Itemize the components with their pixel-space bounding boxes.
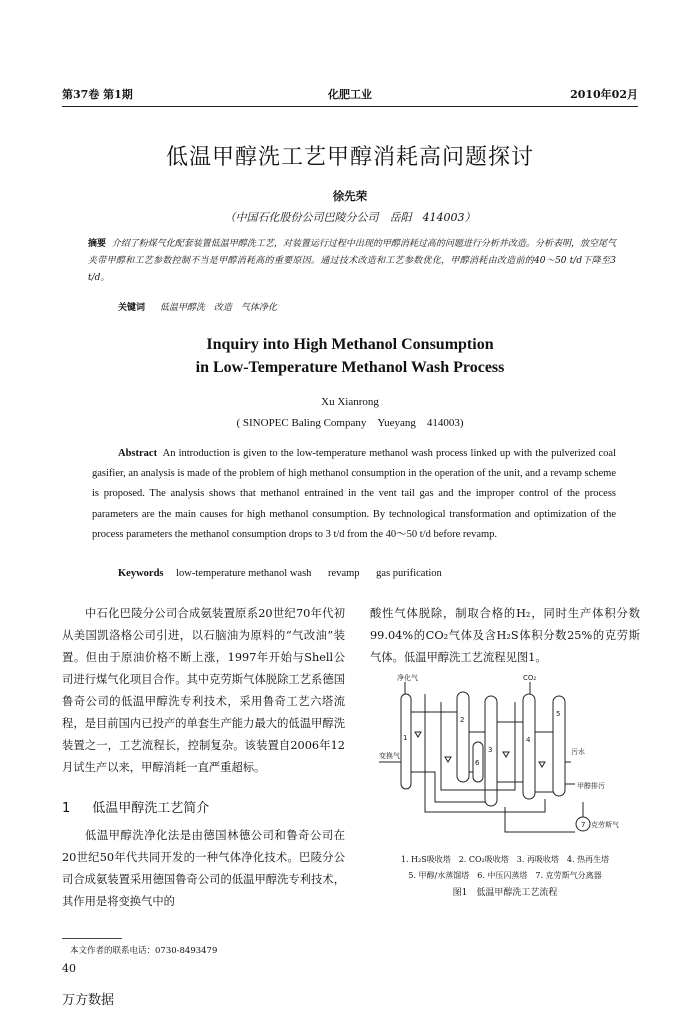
author-en: Xu Xianrong [321,396,379,408]
unit-number: 1 [403,734,408,742]
abstract-en-text: An introduction is given to the low-temperature methanol wash process linked up with the pulverized coal gasifier, an analysis is made of the problem of high methanol consumption in the operation of the unit, and a revamp scheme is proposed. The analysis shows that methanol entrained in the vent tail gas and the improper control of the process parameters are the main causes for high methanol consumption. By technological transformation and optimization of the process parameters the methanol consumption drops to 3 t/d from the 40～50 t/d before revamp. [92,448,616,540]
legend-line-2: 5. 甲醇/水蒸馏塔 6. 中压闪蒸塔 7. 克劳斯气分离器 [408,871,602,880]
keyword-en: gas purification [376,568,442,579]
section-number: 1 [62,801,71,816]
footnote: 本文作者的联系电话：0730-8493479 [70,946,218,956]
unit-number: 3 [488,746,493,754]
header-rule [62,106,638,107]
figure-legend [375,852,635,884]
section-title: 低温甲醇洗工艺简介 [92,801,210,816]
affiliation-en: ( SINOPEC Baling Company Yueyang 414003) [236,417,464,429]
gas-outlet-lines [405,682,530,694]
header-volume: 第37卷 第1期 [62,88,133,101]
header-journal: 化肥工业 [328,88,372,101]
keywords-cn [118,300,277,313]
body-paragraph-1: 中石化巴陵分公司合成氨装置原系20世纪70年代初从美国凯洛格公司引进，以石脑油为原料的“气改油”装置。但由于原油价格不断上涨，1997年开始与Shell公司进行煤气化项目合作。其中克劳斯气体脱除工艺系德国鲁奇公司的低温甲醇洗专利技术，采用鲁奇工艺六塔流程，是目前国内已投产的单套生产能力最大的低温甲醇洗装置之一，工艺流程长，控制复杂。该装置自2006年12月试生产以来，甲醇消耗一直严重超标。 [62,607,345,774]
unit-number: 7 [581,821,586,829]
abstract-cn-label: 摘要 [88,239,107,249]
abstract-cn-text: 介绍了粉煤气化配套装置低温甲醇洗工艺，对装置运行过程中出现的甲醇消耗过高的问题进行分析并改造。分析表明，放空尾气夹带甲醇和工艺参数控制不当是甲醇消耗高的重要原因。通过技术改造和工艺参数优化，甲醇消耗由改造前的40～50 t/d下降至3 t/d。 [88,239,616,283]
author-cn: 徐先荣 [332,189,368,203]
body-paragraph-2: 低温甲醇洗净化法是由德国林德公司和鲁奇公司在20世纪50年代共同开发的一种气体净化技术。巴陵分公司合成氨装置采用德国鲁奇公司的低温甲醇洗专利技术，其作用是将变换气中的 [62,829,345,908]
watermark: 万方数据 [62,993,115,1008]
unit-number: 5 [556,710,561,718]
label-shift-gas: 变换气 [379,752,400,760]
label-waste-water: 污水 [571,748,585,756]
column-2 [457,692,469,782]
keyword-en: low-temperature methanol wash [176,568,312,579]
abstract-en [92,444,616,545]
section-heading [62,797,231,816]
body-paragraph-right: 酸性气体脱除，制取合格的H₂，同时生产体积分数99.04%的CO₂气体及含H₂S体积分数25%的克劳斯气体。低温甲醇洗工艺流程见图1。 [370,607,640,664]
abstract-cn [88,236,616,287]
figure-caption: 图1 低温甲醇洗工艺流程 [452,888,558,898]
page-number: 40 [62,962,76,975]
keywords-cn-label: 关键词 [118,303,146,313]
keyword-en: revamp [328,568,360,579]
header-date: 2010年02月 [570,88,638,101]
affiliation-cn: （中国石化股份公司巴陵分公司 岳阳 414003） [224,211,476,224]
label-methanol-drain: 甲醇排污 [577,782,605,790]
title-en-line1: Inquiry into High Methanol Consumption [206,336,494,353]
legend-line-1: 1. H₂S吸收塔 2. CO₂吸收塔 3. 再吸收塔 4. 热再生塔 [400,855,610,864]
column-4 [523,694,535,799]
unit-number: 6 [475,759,480,767]
footnote-rule [62,938,122,939]
process-flow-diagram [375,672,631,852]
label-purified-gas: 净化气 [397,674,418,682]
paper-title-en [0,333,700,379]
label-co2: CO₂ [523,674,537,682]
title-en-line2: in Low-Temperature Methanol Wash Process [195,359,505,376]
paper-title-cn: 低温甲醇洗工艺甲醇消耗高问题探讨 [165,145,534,170]
keywords-cn-text: 低温甲醇洗 改造 气体净化 [159,303,277,313]
keywords-en [118,568,456,579]
abstract-en-label: Abstract [118,448,158,459]
label-claus-gas: 克劳斯气 [591,821,619,829]
keywords-en-label: Keywords [118,568,164,579]
unit-number: 4 [526,736,531,744]
unit-number: 2 [460,716,465,724]
